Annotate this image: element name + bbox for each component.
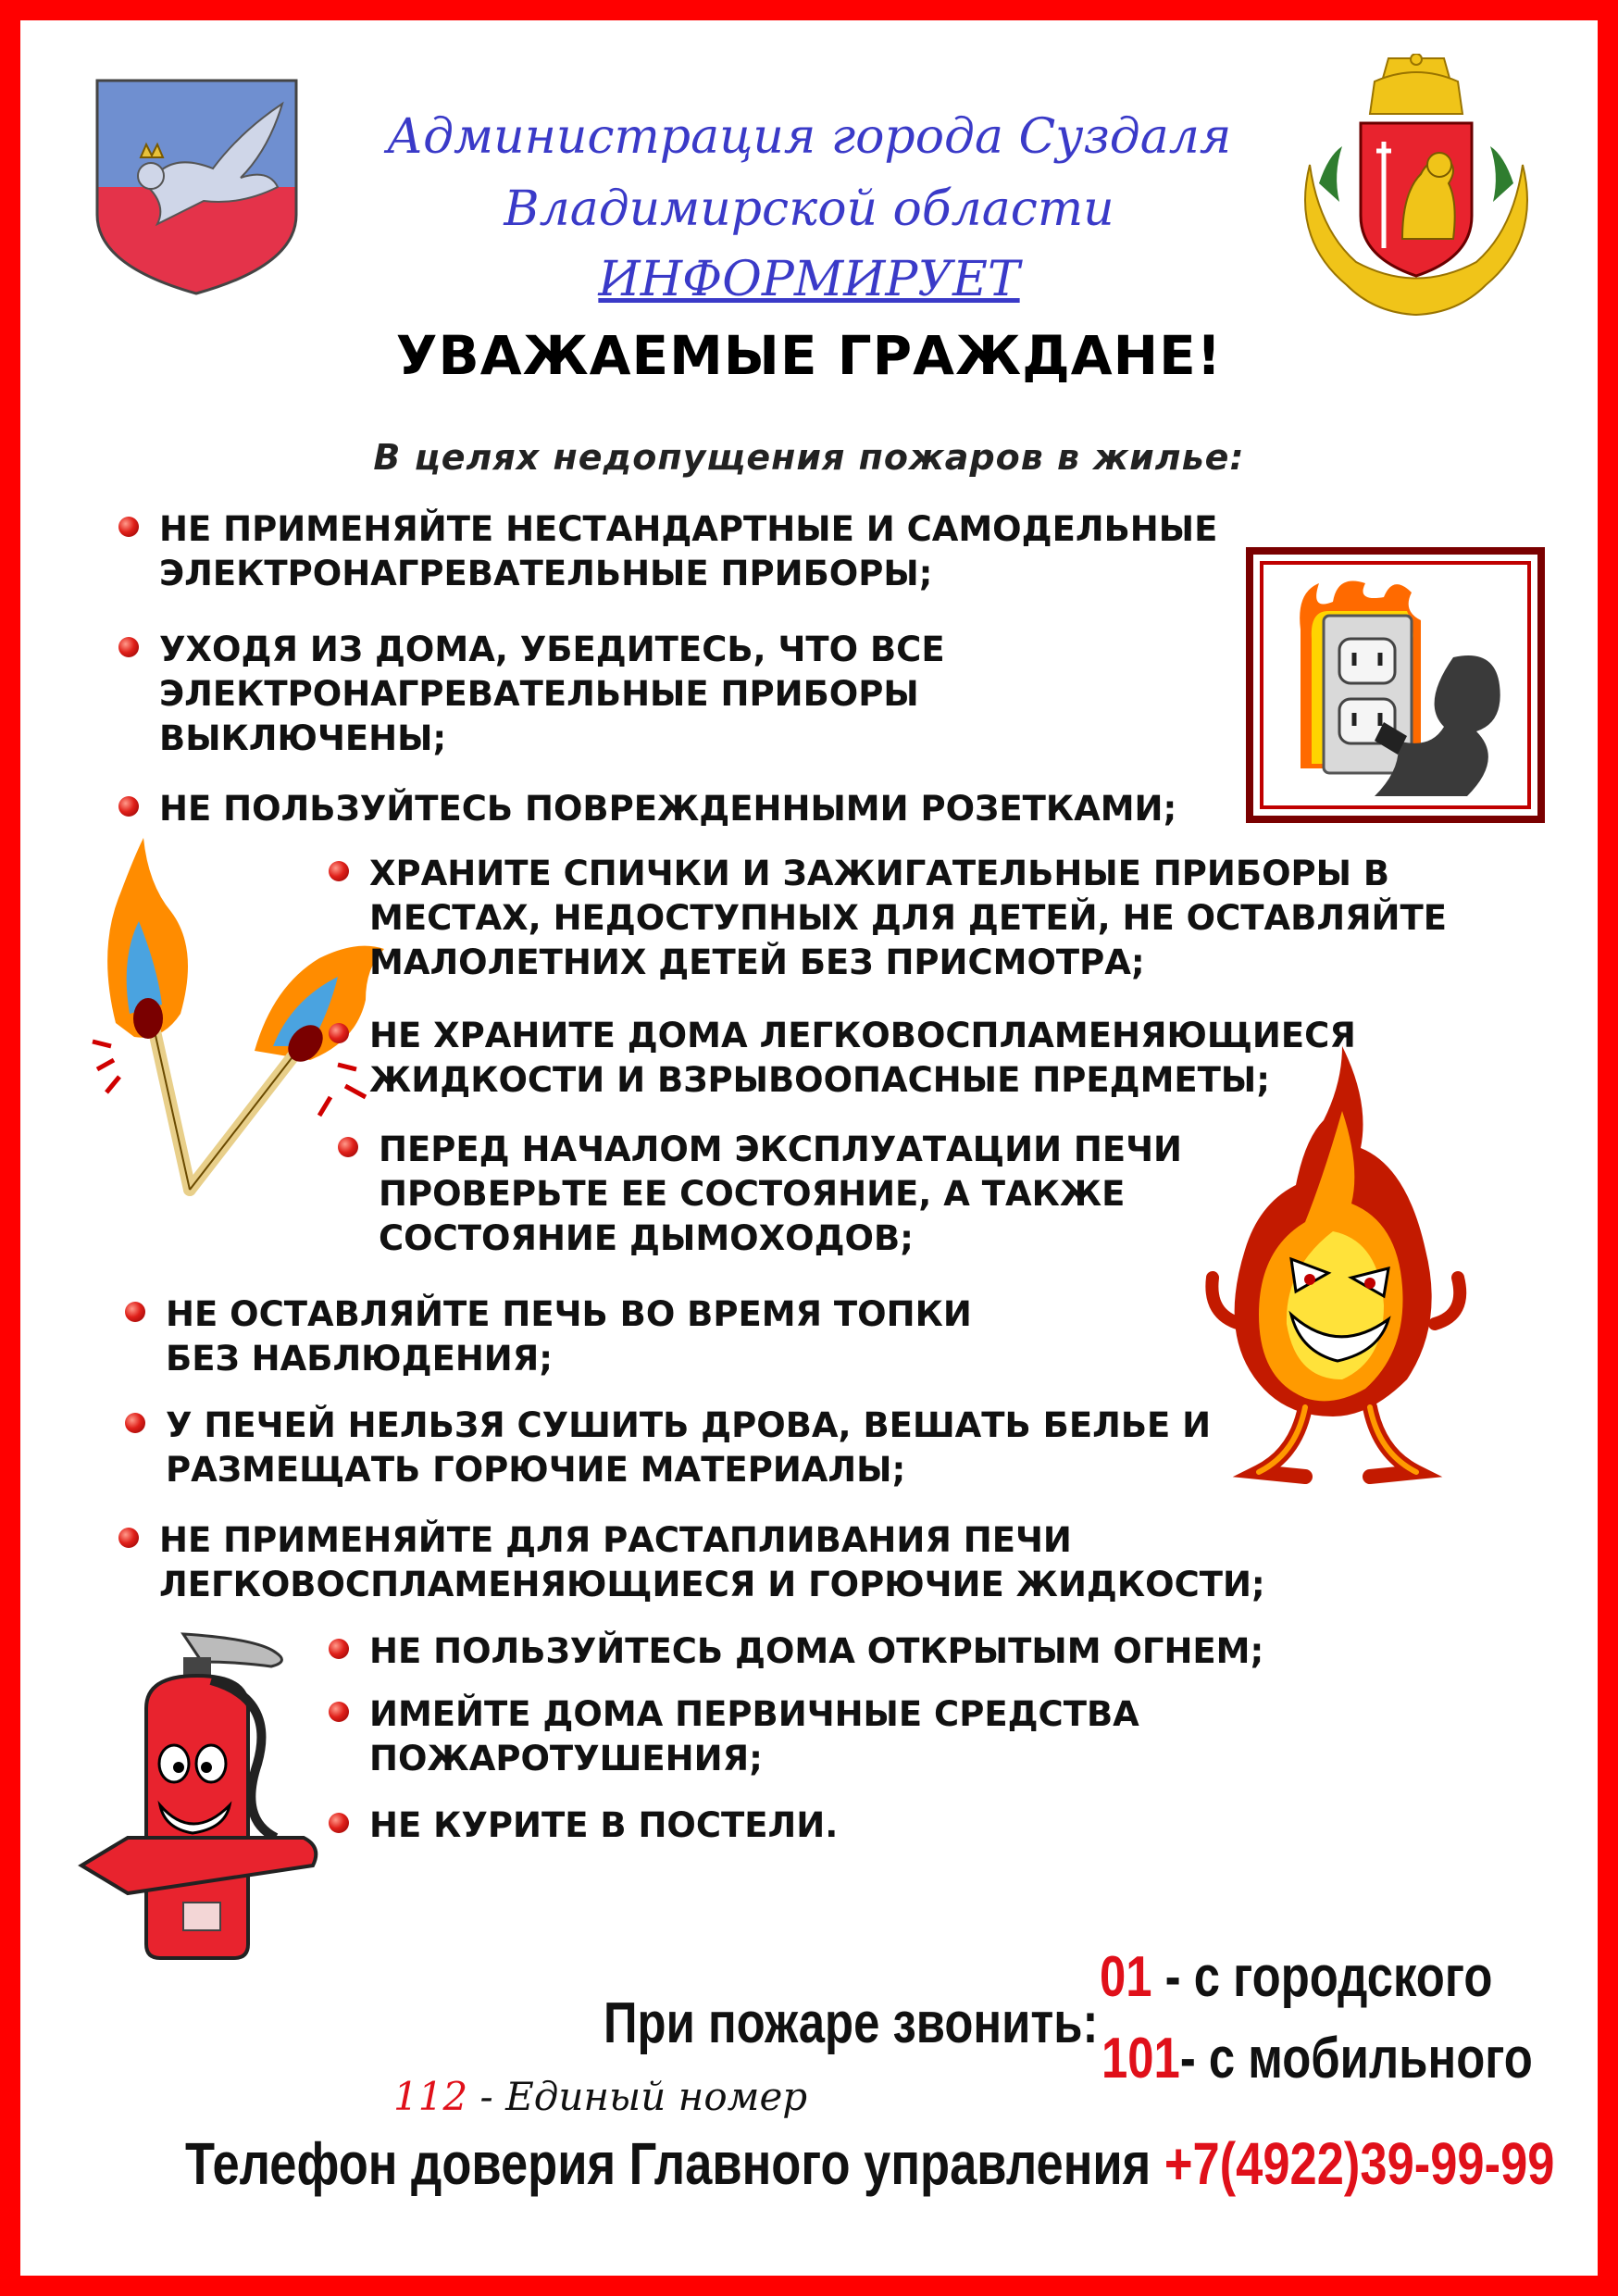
list-item: НЕ ПОЛЬЗУЙТЕСЬ ПОВРЕЖДЕННЫМИ РОЗЕТКАМИ; — [118, 787, 1238, 831]
list-item: ИМЕЙТЕ ДОМА ПЕРВИЧНЫЕ СРЕДСТВА ПОЖАРОТУШЕНИЯ; — [329, 1692, 1208, 1781]
red-bullet-icon — [118, 517, 139, 537]
page-subtitle: В целях недопущения пожаров в жилье: — [373, 437, 1245, 478]
phone-mobile — [1101, 2026, 1533, 2091]
call-label: При пожаре звонить: — [604, 1991, 1099, 2055]
hotline-number: +7(4922)39-99-99 — [1164, 2130, 1555, 2197]
suzdal-coat-of-arms — [93, 76, 301, 298]
header-line-1: Администрация города Суздаля — [386, 109, 1232, 165]
vladimir-oblast-coat-of-arms — [1291, 54, 1541, 322]
unified-number-label: - Единый номер — [467, 2074, 808, 2119]
fire-extinguisher-icon — [72, 1625, 341, 1963]
fire-character-icon — [1203, 1046, 1472, 1491]
page-title: УВАЖАЕМЫЕ ГРАЖДАНЕ! — [395, 324, 1223, 387]
red-bullet-icon — [125, 1413, 145, 1433]
phone-number-01: 01 — [1100, 1945, 1152, 2009]
phone-mobile-label: - с мобильного — [1179, 2027, 1533, 2090]
header-line-2: Владимирской области — [504, 181, 1114, 237]
red-bullet-icon — [338, 1137, 358, 1157]
red-bullet-icon — [118, 637, 139, 657]
list-item: НЕ ОСТАВЛЯЙТЕ ПЕЧЬ ВО ВРЕМЯ ТОПКИ БЕЗ НАБЛЮДЕНИЯ; — [125, 1292, 1051, 1381]
list-item: НЕ ПРИМЕНЯЙТЕ ДЛЯ РАСТАПЛИВАНИЯ ПЕЧИ ЛЕГКОВОСПЛАМЕНЯЮЩИЕСЯ И ГОРЮЧИЕ ЖИДКОСТИ; — [118, 1518, 1276, 1607]
list-item: ХРАНИТЕ СПИЧКИ И ЗАЖИГАТЕЛЬНЫЕ ПРИБОРЫ В МЕСТАХ, НЕДОСТУПНЫХ ДЛЯ ДЕТЕЙ, НЕ ОСТАВЛЯЙТЕ МАЛОЛЕТНИХ ДЕТЕЙ БЕЗ ПРИСМОТРА; — [329, 852, 1486, 985]
list-item: УХОДЯ ИЗ ДОМА, УБЕДИТЕСЬ, ЧТО ВСЕ ЭЛЕКТРОНАГРЕВАТЕЛЬНЫЕ ПРИБОРЫ ВЫКЛЮЧЕНЫ; — [118, 628, 970, 761]
list-item: НЕ ХРАНИТЕ ДОМА ЛЕГКОВОСПЛАМЕНЯЮЩИЕСЯ ЖИДКОСТИ И ВЗРЫВООПАСНЫЕ ПРЕДМЕТЫ; — [329, 1014, 1393, 1103]
burning-outlet-icon — [1245, 546, 1546, 824]
unified-number-112: 112 — [393, 2074, 468, 2119]
list-item: НЕ КУРИТЕ В ПОСТЕЛИ. — [329, 1803, 1208, 1848]
hotline-label: Телефон доверия Главного управления — [185, 2130, 1151, 2197]
header-line-3: ИНФОРМИРУЕТ — [598, 252, 1020, 307]
red-bullet-icon — [118, 1528, 139, 1548]
red-bullet-icon — [329, 1813, 349, 1833]
red-bullet-icon — [125, 1302, 145, 1322]
red-bullet-icon — [329, 1702, 349, 1722]
unified-number — [393, 2074, 807, 2119]
phone-city-label: - с городского — [1151, 1945, 1493, 2009]
list-item: НЕ ПРИМЕНЯЙТЕ НЕСТАНДАРТНЫЕ И САМОДЕЛЬНЫЕ ЭЛЕКТРОНАГРЕВАТЕЛЬНЫЕ ПРИБОРЫ; — [118, 507, 1238, 596]
list-item: НЕ ПОЛЬЗУЙТЕСЬ ДОМА ОТКРЫТЫМ ОГНЕМ; — [329, 1629, 1439, 1674]
list-item: У ПЕЧЕЙ НЕЛЬЗЯ СУШИТЬ ДРОВА, ВЕШАТЬ БЕЛЬЕ И РАЗМЕЩАТЬ ГОРЮЧИЕ МАТЕРИАЛЫ; — [125, 1404, 1236, 1492]
list-item: ПЕРЕД НАЧАЛОМ ЭКСПЛУАТАЦИИ ПЕЧИ ПРОВЕРЬТЕ ЕЕ СОСТОЯНИЕ, А ТАКЖЕ СОСТОЯНИЕ ДЫМОХОДОВ; — [338, 1128, 1217, 1261]
hotline — [185, 2129, 1554, 2198]
phone-number-101: 101 — [1101, 2027, 1180, 2090]
phone-city — [1100, 1944, 1492, 2010]
red-bullet-icon — [329, 861, 349, 881]
red-bullet-icon — [329, 1023, 349, 1043]
red-bullet-icon — [329, 1639, 349, 1659]
red-bullet-icon — [118, 796, 139, 817]
